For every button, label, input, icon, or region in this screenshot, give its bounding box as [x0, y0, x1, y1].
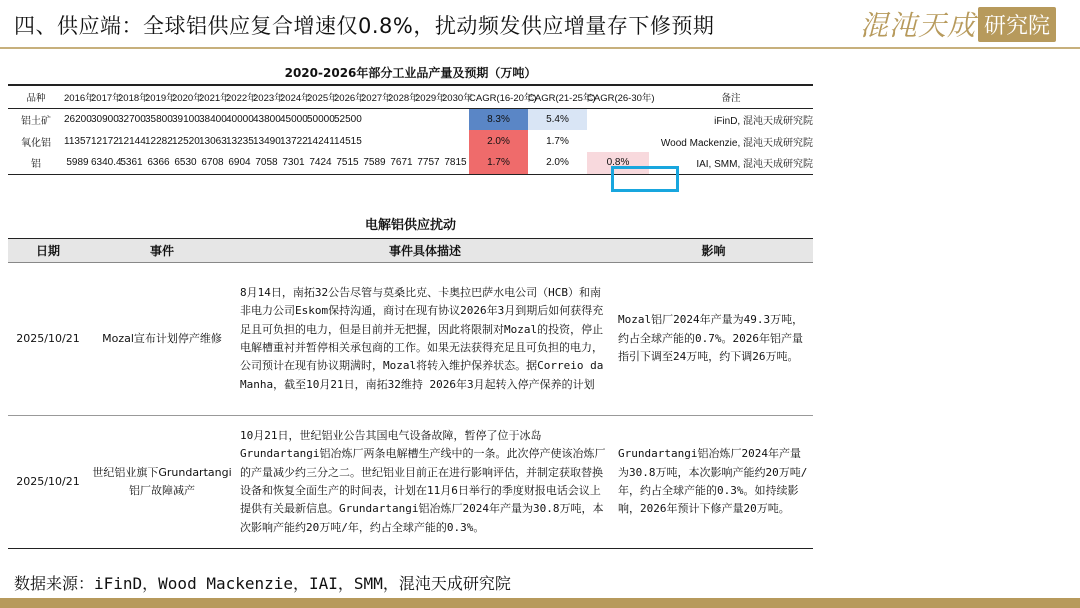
table-cell: 1.7% [469, 152, 528, 174]
column-header: 2026年 [334, 86, 361, 108]
row-label: 铝 [8, 152, 64, 174]
column-header: CAGR(26-30年) [587, 86, 649, 108]
table-cell [415, 108, 442, 130]
column-header: 2021年 [199, 86, 226, 108]
table-cell: 6366 [145, 152, 172, 174]
header-event: 事件 [88, 239, 236, 263]
table-cell: 7515 [334, 152, 361, 174]
column-header: 2024年 [280, 86, 307, 108]
row-label: 氧化铝 [21, 137, 51, 149]
row-event: 世纪铝业旗下Grundartangi铝厂故障减产 [88, 416, 236, 549]
table-cell: 5.4% [528, 108, 587, 130]
header-divider [0, 47, 1080, 49]
row-impact: Mozal铝厂2024年产量为49.3万吨，约占全球产能的0.7%。2026年铝产量指引下调至24万吨，约下调26万吨。 [614, 263, 813, 416]
table-cell [442, 108, 469, 130]
table-cell: 7058 [253, 152, 280, 174]
header-description: 事件具体描述 [236, 239, 614, 263]
row-note: IAI, SMM, 混沌天成研究院 [649, 152, 813, 174]
table-cell: 30900 [91, 113, 119, 125]
column-header: 2017年 [91, 86, 118, 108]
table-cell: 1.7% [528, 130, 587, 152]
table-cell: 14241 [307, 135, 335, 147]
column-header: 2016年 [64, 86, 91, 108]
table-cell: 6904 [226, 152, 253, 174]
table-cell: 7671 [388, 152, 415, 174]
table-row [8, 263, 813, 416]
table-cell: 14515 [334, 135, 362, 147]
table-cell: 8.3% [469, 108, 528, 130]
table-cell: 2.0% [469, 130, 528, 152]
table-cell: 12520 [172, 135, 200, 147]
logo-text: 混沌天成 [859, 9, 976, 42]
table-cell: 52500 [334, 113, 362, 125]
disturbance-table-section [8, 214, 813, 549]
row-event: Mozal宣布计划停产维修 [88, 263, 236, 416]
column-header: 品种 [8, 86, 64, 108]
data-source-note: 数据来源：iFinD，Wood Mackenzie，IAI，SMM，混沌天成研究院 [14, 574, 511, 593]
table-cell [442, 130, 469, 152]
table-cell: 2.0% [528, 152, 587, 174]
production-row-bauxite [8, 108, 813, 130]
row-date: 2025/10/21 [8, 263, 88, 416]
table-cell: 26200 [64, 113, 92, 125]
table-cell: 7757 [415, 152, 442, 174]
table-cell: 0.8% [587, 152, 649, 174]
disturbance-header-row [8, 239, 813, 263]
row-note: iFinD, 混沌天成研究院 [714, 115, 813, 127]
column-header: 2023年 [253, 86, 280, 108]
page-title: 四、供应端：全球铝供应复合增速仅0.8%，扰动频发供应增量存下修预期 [14, 14, 715, 38]
brand-logo [860, 4, 1056, 44]
header-date: 日期 [8, 239, 88, 263]
logo-box: 研究院 [978, 7, 1056, 42]
production-table-title: 2020-2026年部分工业品产量及预期（万吨） [8, 60, 813, 86]
table-cell [361, 108, 388, 130]
column-header: 2019年 [145, 86, 172, 108]
disturbance-table [8, 238, 813, 549]
page-header [0, 0, 1080, 50]
footer-bar [0, 598, 1080, 608]
table-cell: 5361 [118, 152, 145, 174]
table-cell: 6530 [172, 152, 199, 174]
production-row-alumina [8, 130, 813, 152]
row-impact: Grundartangi铝冶炼厂2024年产量为30.8万吨，本次影响产能约20万吨/年，约占全球产能的0.3%。如持续影响，2026年预计下修产量20万吨。 [614, 416, 813, 549]
column-header: 2030年 [442, 86, 469, 108]
table-cell: 11357 [64, 135, 92, 147]
row-description: 10月21日，世纪铝业公告其国电气设备故障，暂停了位于冰岛Grundartangi铝冶炼厂两条电解槽生产线中的一条。此次停产使该冶炼厂的产量减少约三分之二。世纪铝业目前正在进行影响评估，并制定获取替换设备和恢复全面生产的时间表，计划在11月6日举行的季度财报电话会议上提供有关最新信息。Grundartangi铝冶炼厂2024年产量为30.8万吨，本次影响产能约20万吨/年，约占全球产能的0.3%。 [236, 416, 614, 549]
table-cell [388, 108, 415, 130]
table-cell: 6340.4 [91, 152, 118, 174]
table-cell: 43800 [253, 113, 281, 125]
column-header: 2018年 [118, 86, 145, 108]
table-cell: 35800 [145, 113, 173, 125]
column-header: 2029年 [415, 86, 442, 108]
table-cell [587, 108, 649, 130]
table-cell: 13235 [226, 135, 254, 147]
column-header: CAGR(21-25年) [528, 86, 587, 108]
column-header: 2028年 [388, 86, 415, 108]
production-table-section [8, 60, 813, 175]
column-header: 2022年 [226, 86, 253, 108]
table-cell: 13490 [253, 135, 281, 147]
table-cell [361, 130, 388, 152]
column-header: 2025年 [307, 86, 334, 108]
table-cell [388, 130, 415, 152]
header-impact: 影响 [614, 239, 813, 263]
table-cell: 12172 [91, 135, 119, 147]
column-header: CAGR(16-20年) [469, 86, 528, 108]
production-header-row [8, 86, 813, 108]
table-cell: 50000 [307, 113, 335, 125]
table-cell: 12282 [145, 135, 173, 147]
table-cell: 7589 [361, 152, 388, 174]
table-cell: 6708 [199, 152, 226, 174]
table-cell: 7301 [280, 152, 307, 174]
production-row-aluminum [8, 152, 813, 174]
table-cell: 5989 [64, 152, 91, 174]
table-cell: 32700 [118, 113, 146, 125]
row-note: Wood Mackenzie, 混沌天成研究院 [660, 137, 813, 149]
table-row [8, 416, 813, 549]
table-cell [587, 130, 649, 152]
table-cell: 13722 [280, 135, 308, 147]
table-cell [415, 130, 442, 152]
table-cell: 7424 [307, 152, 334, 174]
column-header: 2027年 [361, 86, 388, 108]
table-cell: 7815 [442, 152, 469, 174]
column-header: 2020年 [172, 86, 199, 108]
disturbance-table-title: 电解铝供应扰动 [364, 218, 456, 233]
row-description: 8月14日，南拓32公告尽管与莫桑比克、卡奥拉巴萨水电公司（HCB）和南非电力公司Eskom保持沟通，商讨在现有协议2026年3月到期后如何获得充足且可负担的电力，但是目前并无把握，因此将限制对Mozal的投资，停止电解槽重衬并暂停相关承包商的工作。如果无法获得充足且可负担的电力，公司预计在现有协议期满时，Mozal将转入维护保养状态。据Correio da Manha，截至10月21日，南拓32维持 2026年3月起转入停产保养的计划 [236, 263, 614, 416]
table-cell: 38400 [199, 113, 227, 125]
production-table [8, 86, 813, 175]
table-cell: 45000 [280, 113, 308, 125]
table-cell: 40000 [226, 113, 254, 125]
row-label: 铝土矿 [21, 115, 51, 127]
table-cell: 12144 [118, 135, 146, 147]
column-header: 备注 [649, 86, 813, 108]
table-cell: 13063 [199, 135, 227, 147]
row-date: 2025/10/21 [8, 416, 88, 549]
table-cell: 39100 [172, 113, 200, 125]
